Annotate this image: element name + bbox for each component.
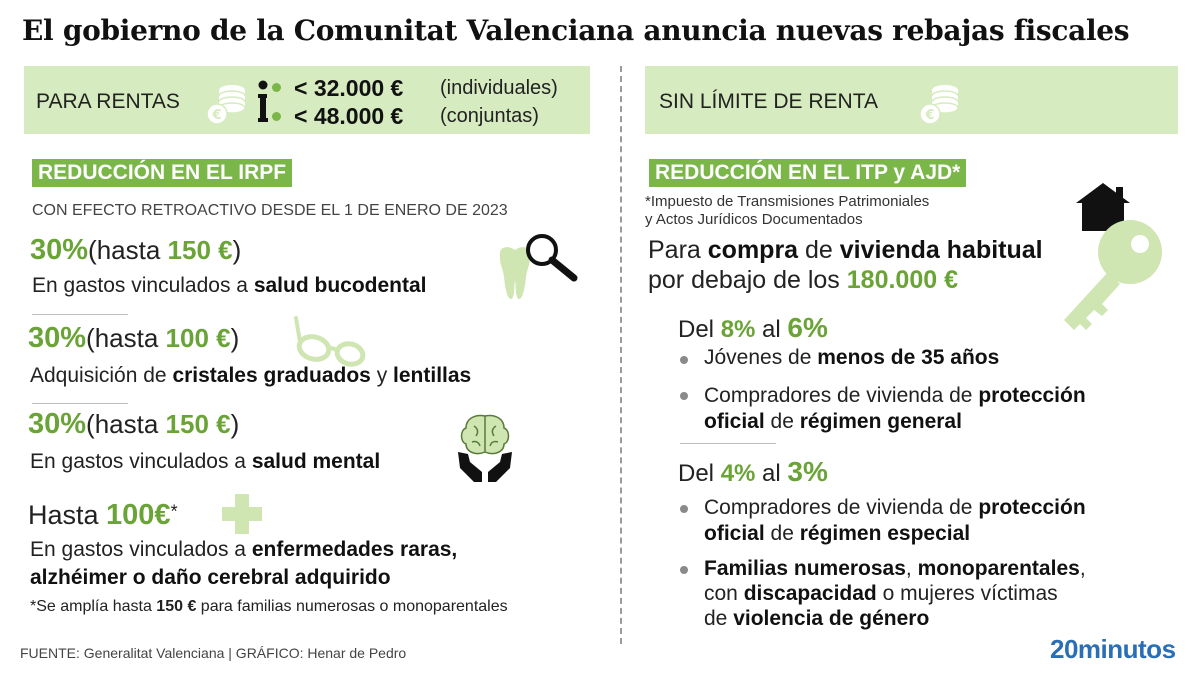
brain-hands-icon	[454, 412, 516, 486]
no-limit-bar-label: SIN LÍMITE DE RENTA	[659, 90, 878, 113]
irpf-item-glasses-header	[28, 322, 239, 355]
itp-section-tag: REDUCCIÓN EN EL ITP y AJD*	[649, 159, 966, 187]
footnote-bold: 150 €	[156, 598, 197, 615]
irpf-item-rare-header	[28, 499, 178, 532]
source-credit: FUENTE: Generalitat Valenciana | GRÁFICO: Henar de Pedro	[20, 645, 407, 661]
range1-pre: Del	[678, 316, 721, 343]
mental-desc-bold: salud mental	[251, 450, 381, 473]
glasses-desc-bold: cristales graduados	[172, 364, 371, 387]
list-bullet	[680, 566, 688, 574]
income-joint-amount: < 48.000 €	[294, 103, 404, 129]
general-line2-bold2: régimen general	[799, 410, 962, 433]
info-icon	[256, 80, 270, 124]
headline1-bold2: vivienda habitual	[839, 236, 1043, 264]
rare-cap-prefix: Hasta	[28, 500, 107, 530]
irpf-item-mental-header	[28, 408, 239, 441]
range1-item-young	[704, 346, 999, 370]
families-l2-bold: discapacidad	[743, 582, 877, 605]
irpf-item-rare-desc-1	[30, 538, 457, 562]
dental-desc-text: En gastos vinculados a	[32, 274, 254, 297]
range2-item-families	[704, 556, 1086, 631]
irpf-footnote	[30, 598, 508, 616]
young-bold: menos de 35 años	[817, 346, 1000, 369]
rare-desc-text: En gastos vinculados a	[30, 538, 252, 561]
itp-headline-line2	[648, 266, 958, 295]
irpf-item-dental-desc	[32, 274, 427, 298]
itp-definition-line1: *Impuesto de Transmisiones Patrimoniales	[645, 193, 930, 210]
general-line2-bold: oficial	[704, 410, 765, 433]
glasses-icon	[290, 312, 368, 368]
mental-percent: 30%	[28, 408, 87, 440]
retroactive-note: CON EFECTO RETROACTIVO DESDE EL 1 DE ENERO DE 2023	[32, 202, 508, 219]
footnote-suffix: para familias numerosas o monoparentales	[196, 598, 508, 615]
rare-cap-amount: 100€	[106, 499, 171, 531]
range1-mid: al	[755, 316, 788, 343]
families-l2-post: o mujeres víctimas	[876, 582, 1058, 605]
income-bar-label: PARA RENTAS	[36, 90, 180, 113]
dental-percent: 30%	[30, 234, 89, 266]
irpf-item-glasses-desc	[30, 364, 471, 388]
itp-definition	[645, 193, 929, 229]
dental-cap-amount: 150 €	[167, 235, 233, 265]
range2-pre: Del	[678, 460, 721, 487]
families-l1-comma: ,	[905, 557, 918, 580]
magnifier-icon	[522, 231, 580, 283]
range2-to: 3%	[787, 456, 828, 487]
range2-item-special	[704, 495, 1086, 547]
special-line2-bold: oficial	[704, 522, 765, 545]
separator	[680, 443, 776, 444]
list-bullet	[680, 392, 688, 400]
general-line1-bold: protección	[978, 384, 1086, 407]
coins-euro-icon	[919, 80, 963, 128]
irpf-item-rare-desc-2	[30, 566, 391, 590]
svg-text:€: €	[212, 108, 222, 123]
income-limit-bar	[24, 66, 590, 134]
young-text: Jóvenes de	[704, 346, 818, 369]
glasses-desc-text: Adquisición de	[30, 364, 173, 387]
footnote-text: *Se amplía hasta	[30, 598, 157, 615]
glasses-cap-suffix: )	[230, 323, 240, 353]
list-bullet	[680, 356, 688, 364]
income-bullet	[272, 83, 281, 92]
headline2-pre: por debajo de los	[648, 266, 847, 294]
glasses-desc-and: y	[370, 364, 394, 387]
range2-mid: al	[755, 460, 788, 487]
mental-cap-amount: 150 €	[165, 409, 231, 439]
dental-cap-suffix: )	[232, 235, 242, 265]
glasses-percent: 30%	[28, 322, 87, 354]
range1-from: 8%	[720, 316, 756, 343]
svg-text:€: €	[925, 108, 935, 123]
column-divider	[620, 66, 622, 644]
families-l2-pre: con	[704, 582, 744, 605]
rare-cap-asterisk: *	[170, 501, 178, 522]
mental-desc-text: En gastos vinculados a	[30, 450, 252, 473]
income-individual-amount: < 32.000 €	[294, 75, 404, 101]
mental-cap-prefix: (hasta	[86, 409, 166, 439]
itp-range-2	[678, 456, 828, 488]
general-line1-text: Compradores de vivienda de	[704, 384, 979, 407]
mental-cap-suffix: )	[230, 409, 240, 439]
families-l3-bold: violencia de género	[733, 607, 930, 630]
special-line2-bold2: régimen especial	[799, 522, 971, 545]
itp-range-1	[678, 312, 828, 344]
plus-cross-icon	[220, 492, 264, 536]
list-bullet	[680, 505, 688, 513]
irpf-item-dental-header	[30, 234, 241, 267]
page-title: El gobierno de la Comunitat Valenciana anuncia nuevas rebajas fiscales	[22, 14, 1130, 47]
itp-definition-line2: y Actos Jurídicos Documentados	[645, 211, 863, 228]
range1-to: 6%	[787, 312, 828, 343]
headline1-pre: Para	[648, 236, 708, 264]
dental-desc-bold: salud bucodental	[253, 274, 427, 297]
glasses-desc-bold2: lentillas	[393, 364, 472, 387]
special-line2-mid: de	[764, 522, 800, 545]
itp-headline-line1	[648, 236, 1043, 265]
families-l1-bold2: monoparentales	[917, 557, 1080, 580]
headline1-bold1: compra	[707, 236, 799, 264]
income-individual-note: (individuales)	[440, 77, 558, 99]
special-line1-bold: protección	[978, 496, 1086, 519]
brand-logo: 20minutos	[1050, 634, 1176, 664]
income-joint-note: (conjuntas)	[440, 105, 539, 127]
families-l3-pre: de	[704, 607, 734, 630]
separator	[32, 403, 128, 404]
glasses-cap-prefix: (hasta	[86, 323, 166, 353]
separator	[32, 314, 128, 315]
range1-item-general	[704, 383, 1086, 435]
irpf-section-tag: REDUCCIÓN EN EL IRPF	[32, 159, 292, 187]
glasses-cap-amount: 100 €	[165, 323, 231, 353]
rare-desc-bold2: alzhéimer o daño cerebral adquirido	[30, 566, 391, 589]
general-line2-mid: de	[764, 410, 800, 433]
rare-desc-bold1: enfermedades raras,	[251, 538, 458, 561]
headline2-amount: 180.000 €	[846, 266, 958, 294]
coins-euro-icon	[206, 80, 248, 128]
families-l1-bold1: Familias numerosas	[704, 557, 906, 580]
irpf-item-mental-desc	[30, 450, 380, 474]
headline1-mid: de	[798, 236, 840, 264]
special-line1-text: Compradores de vivienda de	[704, 496, 979, 519]
range2-from: 4%	[720, 460, 756, 487]
families-l1-end: ,	[1079, 557, 1086, 580]
income-bullet	[272, 112, 281, 121]
no-income-limit-bar	[645, 66, 1178, 134]
dental-cap-prefix: (hasta	[88, 235, 168, 265]
key-icon	[1058, 216, 1170, 340]
